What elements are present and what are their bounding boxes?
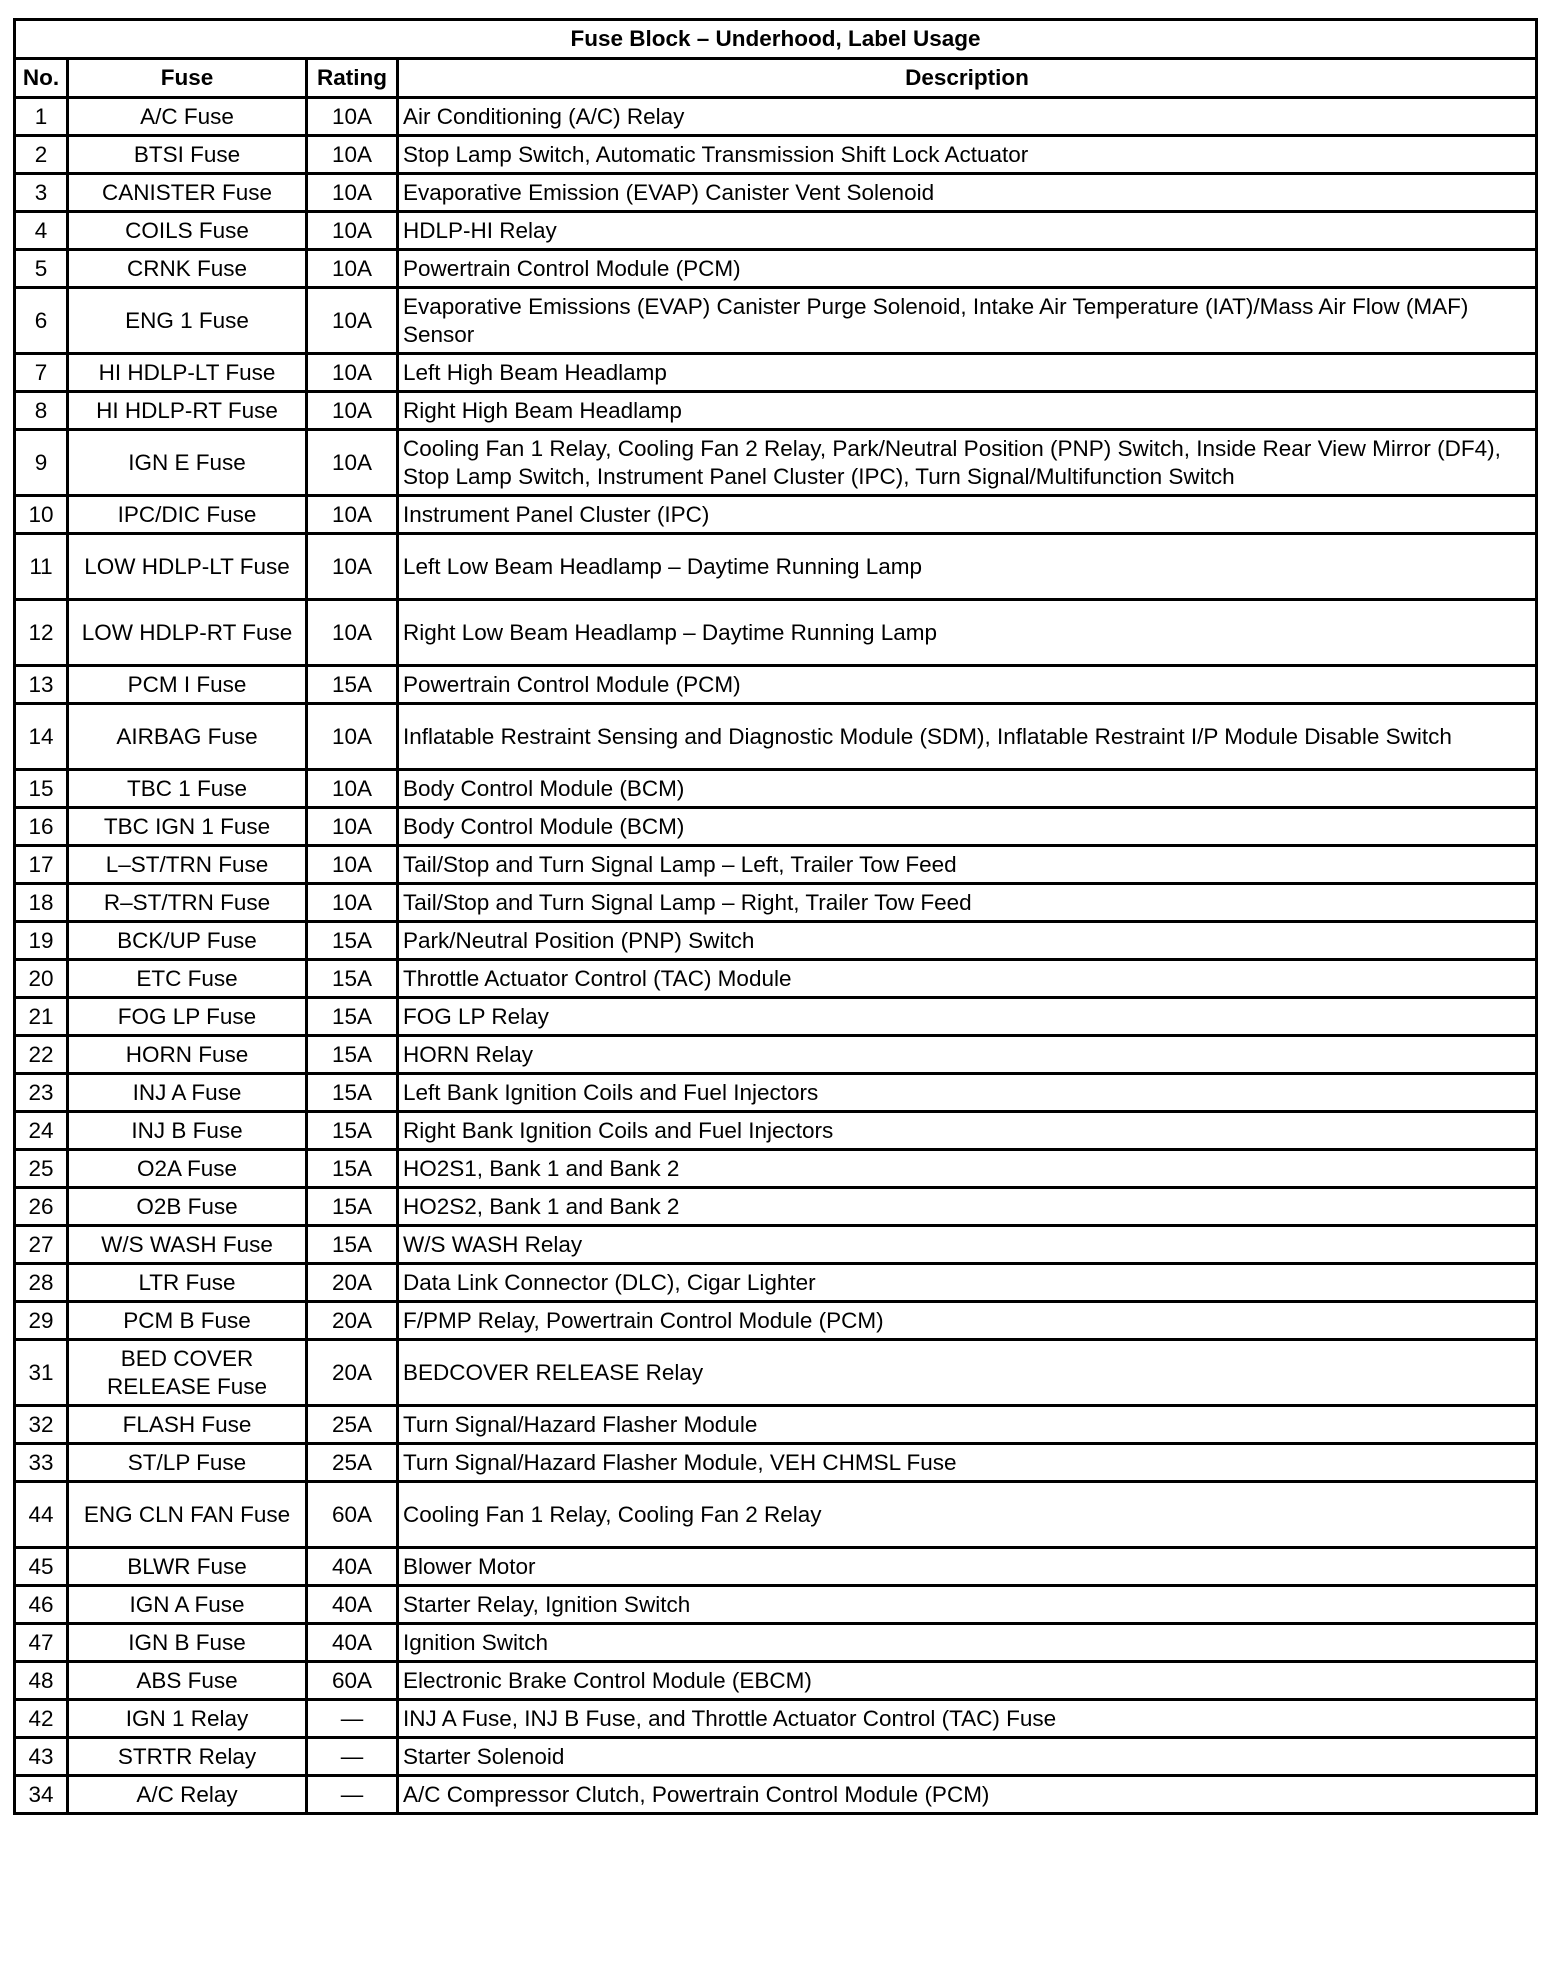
cell-no: 21: [15, 998, 68, 1036]
cell-description: Instrument Panel Cluster (IPC): [398, 496, 1537, 534]
cell-description: Data Link Connector (DLC), Cigar Lighter: [398, 1264, 1537, 1302]
cell-description: F/PMP Relay, Powertrain Control Module (PCM): [398, 1302, 1537, 1340]
cell-description: HDLP-HI Relay: [398, 212, 1537, 250]
cell-rating: 40A: [307, 1548, 398, 1586]
cell-rating: 10A: [307, 534, 398, 600]
table-row: [15, 846, 1537, 884]
cell-fuse: TBC 1 Fuse: [68, 770, 307, 808]
table-row: [15, 1074, 1537, 1112]
cell-description: INJ A Fuse, INJ B Fuse, and Throttle Actuator Control (TAC) Fuse: [398, 1700, 1537, 1738]
column-header-no: No.: [15, 59, 68, 98]
cell-fuse: BTSI Fuse: [68, 136, 307, 174]
cell-no: 1: [15, 98, 68, 136]
cell-rating: 15A: [307, 1074, 398, 1112]
cell-rating: 15A: [307, 666, 398, 704]
table-row: [15, 1444, 1537, 1482]
cell-no: 44: [15, 1482, 68, 1548]
table-row: [15, 136, 1537, 174]
table-row: [15, 1586, 1537, 1624]
cell-fuse: IGN 1 Relay: [68, 1700, 307, 1738]
cell-fuse: INJ B Fuse: [68, 1112, 307, 1150]
cell-description: FOG LP Relay: [398, 998, 1537, 1036]
cell-fuse: COILS Fuse: [68, 212, 307, 250]
table-row: [15, 212, 1537, 250]
table-row: [15, 430, 1537, 496]
table-row: [15, 1188, 1537, 1226]
table-row: [15, 250, 1537, 288]
table-row: [15, 1226, 1537, 1264]
cell-rating: 15A: [307, 1150, 398, 1188]
cell-no: 26: [15, 1188, 68, 1226]
cell-description: Starter Solenoid: [398, 1738, 1537, 1776]
cell-fuse: BLWR Fuse: [68, 1548, 307, 1586]
table-row: [15, 1700, 1537, 1738]
table-row: [15, 600, 1537, 666]
table-row: [15, 1662, 1537, 1700]
cell-fuse: A/C Relay: [68, 1776, 307, 1814]
cell-description: Tail/Stop and Turn Signal Lamp – Left, Trailer Tow Feed: [398, 846, 1537, 884]
cell-description: Starter Relay, Ignition Switch: [398, 1586, 1537, 1624]
cell-rating: 15A: [307, 1036, 398, 1074]
cell-fuse: PCM I Fuse: [68, 666, 307, 704]
cell-description: Turn Signal/Hazard Flasher Module: [398, 1406, 1537, 1444]
cell-description: Right Bank Ignition Coils and Fuel Injectors: [398, 1112, 1537, 1150]
cell-rating: 15A: [307, 1112, 398, 1150]
cell-fuse: HI HDLP-RT Fuse: [68, 392, 307, 430]
cell-no: 43: [15, 1738, 68, 1776]
cell-no: 13: [15, 666, 68, 704]
table-row: [15, 704, 1537, 770]
cell-description: Inflatable Restraint Sensing and Diagnostic Module (SDM), Inflatable Restraint I/P Module Disable Switch: [398, 704, 1537, 770]
cell-fuse: O2A Fuse: [68, 1150, 307, 1188]
cell-no: 6: [15, 288, 68, 354]
cell-description: Left High Beam Headlamp: [398, 354, 1537, 392]
cell-rating: 15A: [307, 998, 398, 1036]
cell-fuse: CRNK Fuse: [68, 250, 307, 288]
cell-no: 27: [15, 1226, 68, 1264]
table-row: [15, 496, 1537, 534]
table-row: [15, 392, 1537, 430]
cell-no: 5: [15, 250, 68, 288]
table-row: [15, 666, 1537, 704]
cell-fuse: IPC/DIC Fuse: [68, 496, 307, 534]
cell-fuse: BED COVER RELEASE Fuse: [68, 1340, 307, 1406]
table-row: [15, 174, 1537, 212]
column-header-fuse: Fuse: [68, 59, 307, 98]
cell-no: 48: [15, 1662, 68, 1700]
column-header-description: Description: [398, 59, 1537, 98]
cell-no: 10: [15, 496, 68, 534]
cell-description: HO2S1, Bank 1 and Bank 2: [398, 1150, 1537, 1188]
cell-rating: 10A: [307, 136, 398, 174]
cell-fuse: ENG 1 Fuse: [68, 288, 307, 354]
cell-fuse: LTR Fuse: [68, 1264, 307, 1302]
cell-rating: 10A: [307, 884, 398, 922]
cell-fuse: HORN Fuse: [68, 1036, 307, 1074]
table-row: [15, 1302, 1537, 1340]
cell-fuse: LOW HDLP-RT Fuse: [68, 600, 307, 666]
cell-rating: 10A: [307, 98, 398, 136]
table-row: [15, 1112, 1537, 1150]
cell-rating: 10A: [307, 496, 398, 534]
table-title-row: [15, 20, 1537, 59]
cell-description: HORN Relay: [398, 1036, 1537, 1074]
table-row: [15, 98, 1537, 136]
cell-fuse: ST/LP Fuse: [68, 1444, 307, 1482]
table-row: [15, 1150, 1537, 1188]
cell-no: 20: [15, 960, 68, 998]
table-row: [15, 1406, 1537, 1444]
cell-no: 7: [15, 354, 68, 392]
cell-rating: 10A: [307, 174, 398, 212]
table-row: [15, 1624, 1537, 1662]
cell-description: Turn Signal/Hazard Flasher Module, VEH CHMSL Fuse: [398, 1444, 1537, 1482]
cell-no: 42: [15, 1700, 68, 1738]
table-row: [15, 922, 1537, 960]
table-row: [15, 960, 1537, 998]
cell-rating: 10A: [307, 392, 398, 430]
cell-no: 34: [15, 1776, 68, 1814]
cell-fuse: ABS Fuse: [68, 1662, 307, 1700]
cell-rating: 40A: [307, 1586, 398, 1624]
cell-description: Park/Neutral Position (PNP) Switch: [398, 922, 1537, 960]
cell-no: 16: [15, 808, 68, 846]
cell-rating: 10A: [307, 600, 398, 666]
cell-no: 31: [15, 1340, 68, 1406]
cell-fuse: IGN B Fuse: [68, 1624, 307, 1662]
cell-no: 29: [15, 1302, 68, 1340]
cell-description: Body Control Module (BCM): [398, 770, 1537, 808]
cell-no: 9: [15, 430, 68, 496]
table-row: [15, 884, 1537, 922]
table-row: [15, 770, 1537, 808]
cell-rating: —: [307, 1776, 398, 1814]
cell-description: Cooling Fan 1 Relay, Cooling Fan 2 Relay: [398, 1482, 1537, 1548]
cell-fuse: ETC Fuse: [68, 960, 307, 998]
cell-description: Powertrain Control Module (PCM): [398, 666, 1537, 704]
cell-no: 25: [15, 1150, 68, 1188]
table-row: [15, 808, 1537, 846]
cell-description: HO2S2, Bank 1 and Bank 2: [398, 1188, 1537, 1226]
table-title: Fuse Block – Underhood, Label Usage: [15, 20, 1537, 59]
cell-fuse: AIRBAG Fuse: [68, 704, 307, 770]
column-header-rating: Rating: [307, 59, 398, 98]
table-row: [15, 1548, 1537, 1586]
table-row: [15, 1776, 1537, 1814]
cell-no: 33: [15, 1444, 68, 1482]
cell-no: 19: [15, 922, 68, 960]
cell-fuse: PCM B Fuse: [68, 1302, 307, 1340]
cell-fuse: R–ST/TRN Fuse: [68, 884, 307, 922]
cell-rating: —: [307, 1700, 398, 1738]
table-row: [15, 1482, 1537, 1548]
cell-description: Throttle Actuator Control (TAC) Module: [398, 960, 1537, 998]
table-body: [15, 98, 1537, 1814]
cell-fuse: ENG CLN FAN Fuse: [68, 1482, 307, 1548]
cell-fuse: W/S WASH Fuse: [68, 1226, 307, 1264]
cell-fuse: CANISTER Fuse: [68, 174, 307, 212]
cell-fuse: INJ A Fuse: [68, 1074, 307, 1112]
cell-description: Right Low Beam Headlamp – Daytime Running Lamp: [398, 600, 1537, 666]
cell-rating: 10A: [307, 288, 398, 354]
table-row: [15, 1738, 1537, 1776]
cell-description: Blower Motor: [398, 1548, 1537, 1586]
cell-rating: 10A: [307, 430, 398, 496]
cell-no: 22: [15, 1036, 68, 1074]
cell-fuse: STRTR Relay: [68, 1738, 307, 1776]
cell-rating: 10A: [307, 212, 398, 250]
cell-rating: 25A: [307, 1406, 398, 1444]
cell-description: Ignition Switch: [398, 1624, 1537, 1662]
cell-description: BEDCOVER RELEASE Relay: [398, 1340, 1537, 1406]
cell-rating: 15A: [307, 1226, 398, 1264]
cell-rating: 20A: [307, 1340, 398, 1406]
cell-no: 32: [15, 1406, 68, 1444]
cell-no: 2: [15, 136, 68, 174]
cell-fuse: O2B Fuse: [68, 1188, 307, 1226]
cell-description: Left Low Beam Headlamp – Daytime Running Lamp: [398, 534, 1537, 600]
cell-no: 8: [15, 392, 68, 430]
table-row: [15, 998, 1537, 1036]
cell-description: Cooling Fan 1 Relay, Cooling Fan 2 Relay, Park/Neutral Position (PNP) Switch, Inside Rear View Mirror (DF4), Stop Lamp Switch, Instrument Panel Cluster (IPC), Turn Signal/Multifunction Switch: [398, 430, 1537, 496]
cell-no: 14: [15, 704, 68, 770]
table-row: [15, 288, 1537, 354]
cell-rating: 60A: [307, 1662, 398, 1700]
cell-fuse: FOG LP Fuse: [68, 998, 307, 1036]
cell-description: Tail/Stop and Turn Signal Lamp – Right, Trailer Tow Feed: [398, 884, 1537, 922]
cell-description: Evaporative Emissions (EVAP) Canister Purge Solenoid, Intake Air Temperature (IAT)/Mass Air Flow (MAF) Sensor: [398, 288, 1537, 354]
cell-no: 17: [15, 846, 68, 884]
cell-description: Right High Beam Headlamp: [398, 392, 1537, 430]
cell-rating: 15A: [307, 922, 398, 960]
table-row: [15, 1036, 1537, 1074]
table-row: [15, 354, 1537, 392]
table-row: [15, 1264, 1537, 1302]
cell-fuse: HI HDLP-LT Fuse: [68, 354, 307, 392]
cell-fuse: IGN A Fuse: [68, 1586, 307, 1624]
cell-no: 28: [15, 1264, 68, 1302]
cell-rating: 60A: [307, 1482, 398, 1548]
cell-no: 46: [15, 1586, 68, 1624]
cell-rating: 20A: [307, 1302, 398, 1340]
cell-description: A/C Compressor Clutch, Powertrain Control Module (PCM): [398, 1776, 1537, 1814]
cell-rating: 20A: [307, 1264, 398, 1302]
cell-description: Body Control Module (BCM): [398, 808, 1537, 846]
cell-description: Stop Lamp Switch, Automatic Transmission Shift Lock Actuator: [398, 136, 1537, 174]
cell-description: W/S WASH Relay: [398, 1226, 1537, 1264]
cell-fuse: A/C Fuse: [68, 98, 307, 136]
cell-description: Powertrain Control Module (PCM): [398, 250, 1537, 288]
cell-fuse: LOW HDLP-LT Fuse: [68, 534, 307, 600]
cell-no: 18: [15, 884, 68, 922]
cell-rating: 25A: [307, 1444, 398, 1482]
cell-no: 23: [15, 1074, 68, 1112]
cell-description: Electronic Brake Control Module (EBCM): [398, 1662, 1537, 1700]
cell-fuse: IGN E Fuse: [68, 430, 307, 496]
cell-rating: 40A: [307, 1624, 398, 1662]
cell-rating: 15A: [307, 960, 398, 998]
cell-no: 4: [15, 212, 68, 250]
cell-description: Left Bank Ignition Coils and Fuel Injectors: [398, 1074, 1537, 1112]
fuse-table: [13, 18, 1538, 1815]
cell-rating: 15A: [307, 1188, 398, 1226]
cell-no: 45: [15, 1548, 68, 1586]
cell-rating: —: [307, 1738, 398, 1776]
cell-no: 3: [15, 174, 68, 212]
cell-no: 47: [15, 1624, 68, 1662]
cell-rating: 10A: [307, 846, 398, 884]
table-header-row: [15, 59, 1537, 98]
cell-no: 12: [15, 600, 68, 666]
cell-rating: 10A: [307, 770, 398, 808]
cell-rating: 10A: [307, 354, 398, 392]
cell-rating: 10A: [307, 250, 398, 288]
cell-rating: 10A: [307, 704, 398, 770]
cell-rating: 10A: [307, 808, 398, 846]
cell-description: Evaporative Emission (EVAP) Canister Vent Solenoid: [398, 174, 1537, 212]
cell-no: 15: [15, 770, 68, 808]
cell-fuse: TBC IGN 1 Fuse: [68, 808, 307, 846]
document-page: [13, 18, 1538, 1815]
table-row: [15, 1340, 1537, 1406]
cell-description: Air Conditioning (A/C) Relay: [398, 98, 1537, 136]
cell-fuse: L–ST/TRN Fuse: [68, 846, 307, 884]
cell-fuse: BCK/UP Fuse: [68, 922, 307, 960]
cell-fuse: FLASH Fuse: [68, 1406, 307, 1444]
table-row: [15, 534, 1537, 600]
cell-no: 24: [15, 1112, 68, 1150]
cell-no: 11: [15, 534, 68, 600]
